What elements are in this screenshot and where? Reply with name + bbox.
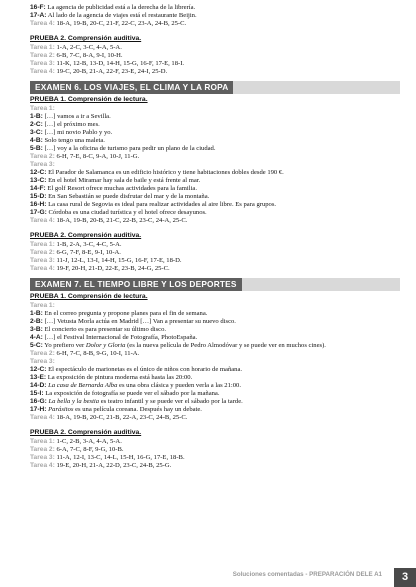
prueba-heading: PRUEBA 2. Comprensión auditiva. (30, 35, 142, 43)
answer-text: 6-A, 7-C, 8-F, 9-G, 10-B. (54, 445, 124, 453)
exam-banner (30, 278, 400, 291)
answer-line (30, 169, 400, 177)
answer-text: En el hotel Miramar hay sala de baile y está frente al mar. (46, 176, 201, 184)
prueba-heading: PRUEBA 1. Comprensión de lectura. (30, 293, 148, 300)
answer-key: 2-B: (30, 317, 43, 325)
answer-line (30, 382, 400, 390)
answer-text: 6-H, 7-C, 8-B, 9-G, 10-I, 11-A. (54, 349, 140, 357)
answer-line (30, 366, 400, 374)
answer-key: Tarea 3: (30, 59, 55, 67)
answer-line (30, 390, 400, 398)
answer-text: En el correo pregunta y propone planes para el fin de semana. (42, 309, 208, 317)
answer-text-rest: es una obra clásica y pueden verla a las 21:00. (117, 382, 241, 390)
prueba-heading: PRUEBA 1. Comprensión de lectura. (30, 95, 148, 103)
answer-key: 16-H: (30, 201, 47, 209)
answer-line (30, 129, 400, 137)
answer-key: Tarea 2: (30, 349, 55, 357)
answer-key: 15-D: (30, 193, 47, 201)
task-answer-line (30, 454, 400, 462)
task-answer-line (30, 60, 400, 68)
spacer (30, 76, 400, 80)
exam-title: EXAMEN 7. EL TIEMPO LIBRE Y LOS DEPORTES (30, 278, 242, 291)
answer-text: Yo prefiero ver (42, 341, 86, 349)
title-italic: Parásitos (48, 406, 74, 414)
task-answer-line (30, 105, 400, 113)
task-answer-line (30, 358, 400, 366)
answer-text: 1-B, 2-A, 3-C, 4-C, 5-A. (54, 240, 122, 248)
answer-line (30, 177, 400, 185)
answer-key: 13-E: (30, 374, 47, 382)
prueba-heading: PRUEBA 2. Comprensión auditiva. (30, 232, 142, 240)
answer-text-rest: es teatro infantil y se puede ver el sábado por la tarde. (99, 398, 243, 406)
answer-key: 12-C: (30, 365, 47, 373)
answer-key: Tarea 1: (30, 104, 55, 112)
answer-key: 1-B: (30, 112, 43, 120)
answer-key: Tarea 3: (30, 160, 55, 168)
title-italic: La casa de Bernarda Alba (48, 382, 118, 390)
answer-text: El Parador de Salamanca es un edificio histórico y tiene habitaciones dobles desde 190 €. (46, 168, 284, 176)
answer-key: Tarea 3: (30, 357, 55, 365)
answer-text: 6-H, 7-E, 8-C, 9-A, 10-J, 11-G. (54, 152, 140, 160)
answer-key: Tarea 4: (30, 20, 55, 28)
answer-line (30, 406, 400, 414)
answer-key: 5-B: (30, 144, 43, 152)
answer-key: 4-B: (30, 136, 43, 144)
answer-key: Tarea 3: (30, 453, 55, 461)
answer-key: Tarea 1: (30, 240, 55, 248)
answer-key: Tarea 4: (30, 67, 55, 75)
task-answer-line (30, 257, 400, 265)
answer-text: En San Sebastián se puede disfrutar del mar y de la montaña. (46, 193, 210, 201)
answer-key: Tarea 1: (30, 301, 55, 309)
answer-text: 6-G, 7-F, 8-E, 9-I, 10-A. (54, 248, 121, 256)
answer-key: Tarea 2: (30, 51, 55, 59)
answer-line (30, 209, 400, 217)
answer-key: Tarea 2: (30, 248, 55, 256)
answer-text: 18-A, 19-B, 20-C, 21-F, 22-C, 23-A, 24-B, 25-C. (54, 20, 187, 28)
answer-text: 1-A, 2-C, 3-C, 4-A, 5-A. (54, 43, 122, 51)
answer-line (30, 137, 400, 145)
task-answer-line (30, 446, 400, 454)
answer-line (30, 326, 400, 334)
answer-text: […] vamos a ir a Sevilla. (42, 112, 111, 120)
answer-text: 18-A, 19-B, 20-C, 21-B, 22-A, 23-C, 24-B, 25-C. (54, 414, 188, 422)
answer-key: Tarea 4: (30, 264, 55, 272)
answer-line (30, 193, 400, 201)
answer-key: Tarea 1: (30, 437, 55, 445)
answer-line (30, 342, 400, 350)
task-answer-line (30, 438, 400, 446)
answer-key: Tarea 4: (30, 414, 55, 422)
answer-key: 14-D: (30, 382, 47, 390)
answer-text: La exposición de pintura moderna está hasta las 20:00. (46, 374, 193, 382)
answer-key: 3-B: (30, 325, 43, 333)
answer-key: Tarea 2: (30, 445, 55, 453)
spacer (30, 470, 400, 474)
answer-key: Tarea 1: (30, 43, 55, 51)
answer-line (30, 374, 400, 382)
answer-text: El espectáculo de marionetas es el único de niños con horario de mañana. (46, 365, 243, 373)
answer-key: 14-F: (30, 184, 46, 192)
spacer (30, 28, 400, 35)
answer-key: Tarea 4: (30, 462, 55, 470)
task-answer-line (30, 20, 400, 28)
page-number: 3 (394, 568, 416, 587)
task-answer-line (30, 302, 400, 310)
task-answer-line (30, 52, 400, 60)
task-answer-line (30, 217, 400, 225)
answer-line (30, 318, 400, 326)
prueba-heading: PRUEBA 2. Comprensión auditiva. (30, 429, 142, 437)
answer-line (30, 334, 400, 342)
answer-line (30, 145, 400, 153)
answer-text: La agencia de publicidad está a la derecha de la librería. (45, 4, 196, 11)
task-answer-line (30, 462, 400, 470)
task-answer-line (30, 350, 400, 358)
answer-text-rest: es una película coreana. Después hay un debate. (73, 406, 202, 414)
answer-key: 2-C: (30, 120, 43, 128)
answer-line (30, 4, 400, 12)
answer-text: […] el próximo mes. (42, 120, 100, 128)
answer-line (30, 121, 400, 129)
answer-text: 11-A, 12-I, 13-C, 14-L, 15-H, 16-G, 17-E, 18-B. (54, 453, 185, 461)
answer-line (30, 310, 400, 318)
answer-text: El concierto es para presentar su último disco. (42, 325, 167, 333)
answer-line (30, 185, 400, 193)
task-answer-line (30, 249, 400, 257)
answer-key: 16-G: (30, 398, 47, 406)
task-answer-line (30, 153, 400, 161)
answer-text: Al lado de la agencia de viajes está el restaurante Beijin. (46, 12, 197, 20)
answer-text: 1-C, 2-B, 3-A, 4-A, 5-A. (54, 437, 122, 445)
answer-text: La exposición de fotografía se puede ver el sábado por la mañana. (43, 390, 220, 398)
spacer (30, 422, 400, 429)
spacer (30, 273, 400, 277)
answer-text: Córdoba es una ciudad turística y el hotel ofrece desayunos. (46, 209, 207, 217)
footer-title: Soluciones comentadas - PREPARACIÓN DELE A1 (232, 571, 382, 578)
answer-key: 17-H: (30, 406, 47, 414)
answer-text: […] voy a la oficina de turismo para pedir un plano de la ciudad. (42, 144, 216, 152)
answer-line (30, 398, 400, 406)
answer-key: 17-A: (30, 12, 47, 20)
answer-text: La casa rural de Segovia es ideal para realizar actividades al aire libre. Es para grupos. (46, 201, 277, 209)
answer-key: 3-C: (30, 128, 43, 136)
answer-line (30, 201, 400, 209)
answer-line (30, 12, 400, 20)
spacer (30, 225, 400, 232)
answer-text: 19-C, 20-B, 21-A, 22-F, 23-E, 24-I, 25-D. (54, 67, 168, 75)
answer-key: 17-G: (30, 209, 47, 217)
answer-text: 18-A, 19-B, 20-B, 21-C, 22-B, 23-C, 24-A, 25-C. (54, 217, 188, 225)
task-answer-line (30, 68, 400, 76)
answer-key: 12-C: (30, 168, 47, 176)
answer-key: 13-C: (30, 176, 47, 184)
exam-banner (30, 81, 400, 94)
answer-key: Tarea 2: (30, 152, 55, 160)
task-answer-line (30, 241, 400, 249)
answer-text: […] mi novio Pablo y yo. (42, 128, 113, 136)
answer-key: 4-A: (30, 333, 43, 341)
task-answer-line (30, 44, 400, 52)
answer-line (30, 113, 400, 121)
answer-key: 5-C: (30, 341, 43, 349)
task-answer-line (30, 161, 400, 169)
answer-key: Tarea 3: (30, 256, 55, 264)
solutions-content (30, 0, 400, 474)
title-italic: Dolor y Gloria (85, 341, 126, 349)
answer-text: 11-J, 12-L, 13-I, 14-H, 15-G, 16-F, 17-E, 18-D. (54, 256, 182, 264)
task-answer-line (30, 265, 400, 273)
answer-text: 19-E, 20-H, 21-A, 22-D, 23-C, 24-B, 25-G. (54, 462, 172, 470)
answer-key: 16-F: (30, 4, 46, 11)
answer-text-rest: (es la nueva película de Pedro Almodóvar y se puede ver en muchos cines). (125, 341, 326, 349)
answer-key: Tarea 4: (30, 217, 55, 225)
page-footer (0, 568, 416, 587)
answer-text: 6-B, 7-C, 8-A, 9-I, 10-H. (54, 51, 123, 59)
answer-key: 15-I: (30, 390, 44, 398)
answer-text: Solo tengo una maleta. (42, 136, 105, 144)
answer-text: El golf Resort ofrece muchas actividades para la familia. (45, 184, 197, 192)
task-answer-line (30, 414, 400, 422)
answer-text: 11-K, 12-B, 13-D, 14-H, 15-G, 16-F, 17-E, 18-I. (54, 59, 185, 67)
title-italic: La bella y la bestia (48, 398, 100, 406)
exam-title: EXAMEN 6. LOS VIAJES, EL CLIMA Y LA ROPA (30, 81, 233, 94)
answer-key: 1-B: (30, 309, 43, 317)
answer-text: […] Vetusta Morla actúa en Madrid […] Van a presentar su nuevo disco. (42, 317, 236, 325)
answer-text: 19-F, 20-H, 21-D, 22-E, 23-B, 24-G, 25-C. (54, 264, 170, 272)
answer-text: […] el Festival Internacional de Fotografía, PhotoEspaña. (42, 333, 198, 341)
